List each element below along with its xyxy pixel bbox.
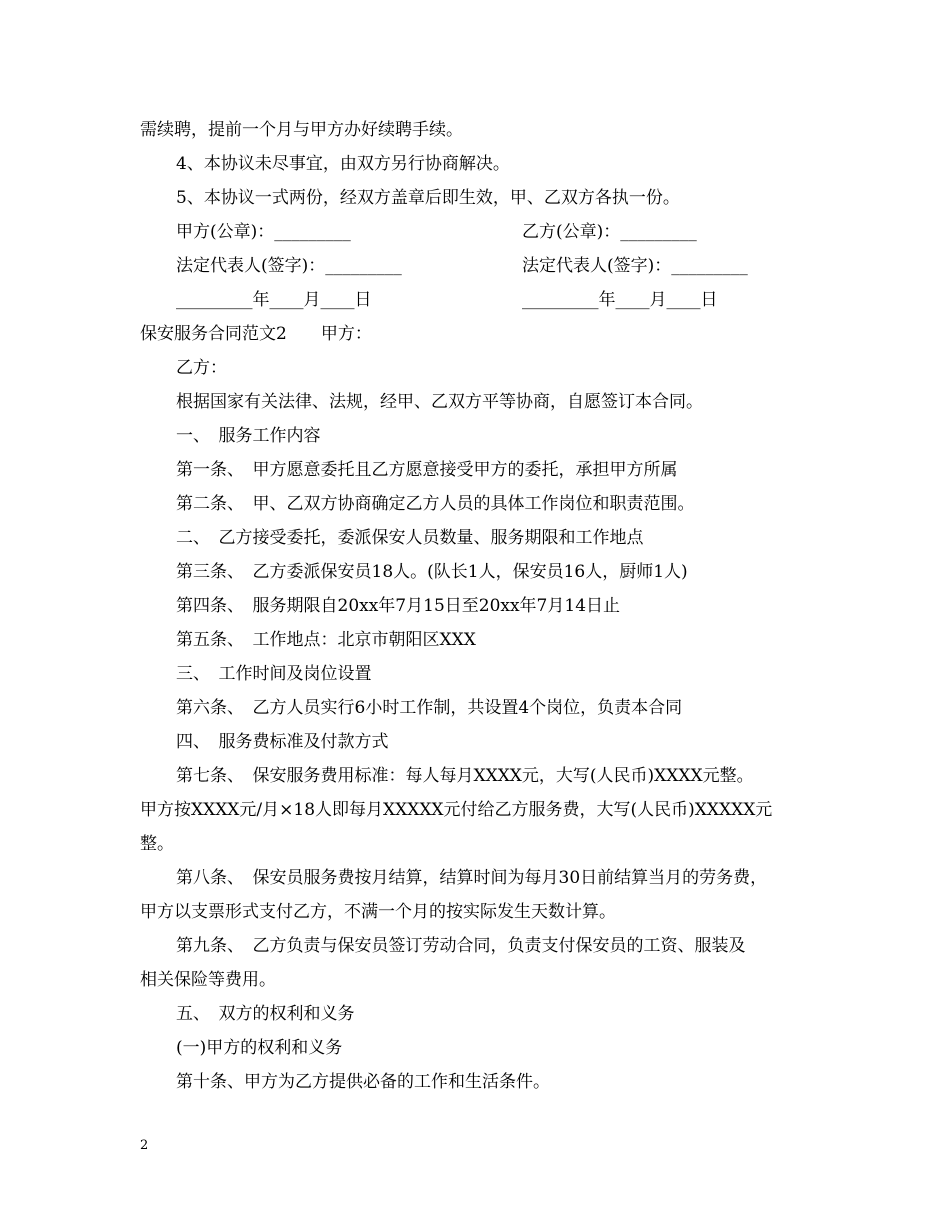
article-6: 第六条、 乙方人员实行6小时工作制，共设置4个岗位，负责本合同 [176,698,683,718]
party-a-representative-field: 法定代表人(签字)：_________ [176,256,402,276]
article-9-cont: 相关保险等费用。 [140,970,276,990]
party-b-seal-field: 乙方(公章)：_________ [522,222,697,242]
section-title: 保安服务合同范文2 甲方： [140,324,372,344]
party-b-line: 乙方： [176,358,227,378]
heading-5: 五、 双方的权利和义务 [176,1004,355,1024]
article-9: 第九条、 乙方负责与保安员签订劳动合同，负责支付保安员的工资、服装及 [176,936,746,956]
preamble: 根据国家有关法律、法规，经甲、乙双方平等协商，自愿签订本合同。 [176,392,703,412]
article-8: 第八条、 保安员服务费按月结算，结算时间为每月30日前结算当月的劳务费， [176,868,768,888]
article-3: 第三条、 乙方委派保安员18人。(队长1人，保安员16人，厨师1人) [176,562,688,582]
article-5: 第五条、 工作地点：北京市朝阳区XXX [176,630,476,650]
party-a-seal-field: 甲方(公章)：_________ [176,222,351,242]
article-7-cont: 甲方按XXXX元/月×18人即每月XXXXX元付给乙方服务费，大写(人民币)XXXXX元 [140,800,773,820]
article-1: 第一条、 甲方愿意委托且乙方愿意接受甲方的委托，承担甲方所属 [176,460,678,480]
article-10: 第十条、甲方为乙方提供必备的工作和生活条件。 [176,1072,550,1092]
text-line: 需续聘，提前一个月与甲方办好续聘手续。 [140,120,463,140]
article-2: 第二条、 甲、乙双方协商确定乙方人员的具体工作岗位和职责范围。 [176,494,695,514]
party-b-representative-field: 法定代表人(签字)：_________ [522,256,748,276]
clause-5: 5、本协议一式两份，经双方盖章后即生效，甲、乙双方各执一份。 [176,188,680,208]
article-8-cont: 甲方以支票形式支付乙方，不满一个月的按实际发生天数计算。 [140,902,616,922]
heading-2: 二、 乙方接受委托，委派保安人员数量、服务期限和工作地点 [176,528,644,548]
article-4: 第四条、 服务期限自20xx年7月15日至20xx年7月14日止 [176,596,621,616]
party-a-date-field: _________年____月____日 [176,290,372,310]
subheading-party-a: (一)甲方的权利和义务 [176,1038,343,1058]
article-7-cont: 整。 [140,834,174,854]
heading-4: 四、 服务费标准及付款方式 [176,732,389,752]
heading-1: 一、 服务工作内容 [176,426,321,446]
article-7: 第七条、 保安服务费用标准：每人每月XXXX元，大写(人民币)XXXX元整。 [176,766,754,786]
party-b-date-field: _________年____月____日 [522,290,718,310]
clause-4: 4、本协议未尽事宜，由双方另行协商解决。 [176,154,510,174]
page-number: 2 [140,1138,149,1153]
heading-3: 三、 工作时间及岗位设置 [176,664,372,684]
